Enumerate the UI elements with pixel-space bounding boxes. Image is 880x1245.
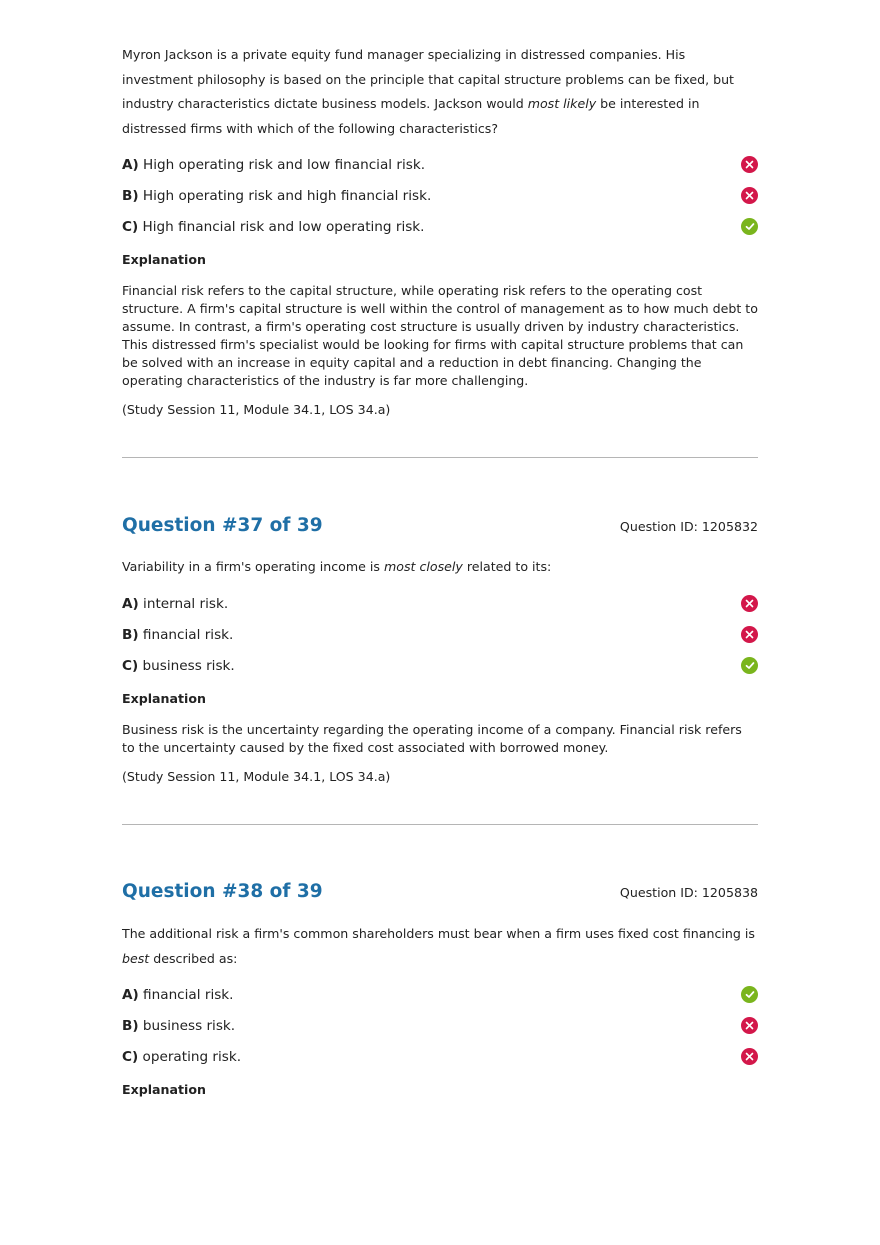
answer-option-c: C) High financial risk and low operating risk. (122, 217, 758, 237)
answer-option-b: B) business risk. (122, 1016, 758, 1036)
answer-option-a: A) High operating risk and low financial risk. (122, 155, 758, 175)
answer-option-a: A) financial risk. (122, 985, 758, 1005)
question-id: Question ID: 1205838 (619, 885, 758, 900)
question-header (122, 515, 758, 541)
correct-check-icon (741, 657, 758, 674)
explanation-heading: Explanation (122, 691, 206, 706)
explanation-heading: Explanation (122, 252, 206, 267)
incorrect-icon (741, 1048, 758, 1065)
study-reference: (Study Session 11, Module 34.1, LOS 34.a) (122, 402, 391, 417)
answer-options (122, 594, 758, 676)
question-stem: The additional risk a firm's common shareholders must bear when a firm uses fixed cost financing is best described as: (122, 926, 755, 966)
question-title: Question #38 of 39 (122, 881, 323, 902)
correct-check-icon (741, 218, 758, 235)
explanation-text: Financial risk refers to the capital structure, while operating risk refers to the operating cost structure. A firm's capital structure is well within the control of management as to how much debt to assume. In contrast, a firm's operating cost structure is usually driven by industry characteristics. This distressed firm's specialist would be looking for firms with capital structure problems that can be solved with an increase in equity capital and a reduction in debt financing. Changing the operating characteristics of the industry is far more challenging. (122, 283, 758, 388)
incorrect-icon (741, 595, 758, 612)
question-id: Question ID: 1205832 (619, 519, 758, 534)
answer-option-c: C) business risk. (122, 656, 758, 676)
correct-check-icon (741, 986, 758, 1003)
question-stem: Myron Jackson is a private equity fund manager specializing in distressed companies. His investment philosophy is based on the principle that capital structure problems can be fixed, but industry characteristics dictate business models. Jackson would most likely be interested in distressed firms with which of the following characteristics? (122, 47, 734, 136)
answer-options (122, 985, 758, 1067)
incorrect-icon (741, 1017, 758, 1034)
section-divider (122, 824, 758, 825)
incorrect-icon (741, 626, 758, 643)
answer-options (122, 155, 758, 237)
incorrect-icon (741, 187, 758, 204)
section-divider (122, 457, 758, 458)
answer-option-b: B) High operating risk and high financial risk. (122, 186, 758, 206)
explanation-heading: Explanation (122, 1082, 206, 1097)
answer-option-c: C) operating risk. (122, 1047, 758, 1067)
explanation-text: Business risk is the uncertainty regarding the operating income of a company. Financial risk refers to the uncertainty caused by the fixed cost associated with borrowed money. (122, 722, 742, 755)
question-stem: Variability in a firm's operating income is most closely related to its: (122, 559, 552, 574)
answer-option-b: B) financial risk. (122, 625, 758, 645)
answer-option-a: A) internal risk. (122, 594, 758, 614)
question-title: Question #37 of 39 (122, 515, 323, 536)
incorrect-icon (741, 156, 758, 173)
question-header (122, 881, 758, 907)
study-reference: (Study Session 11, Module 34.1, LOS 34.a) (122, 769, 391, 784)
